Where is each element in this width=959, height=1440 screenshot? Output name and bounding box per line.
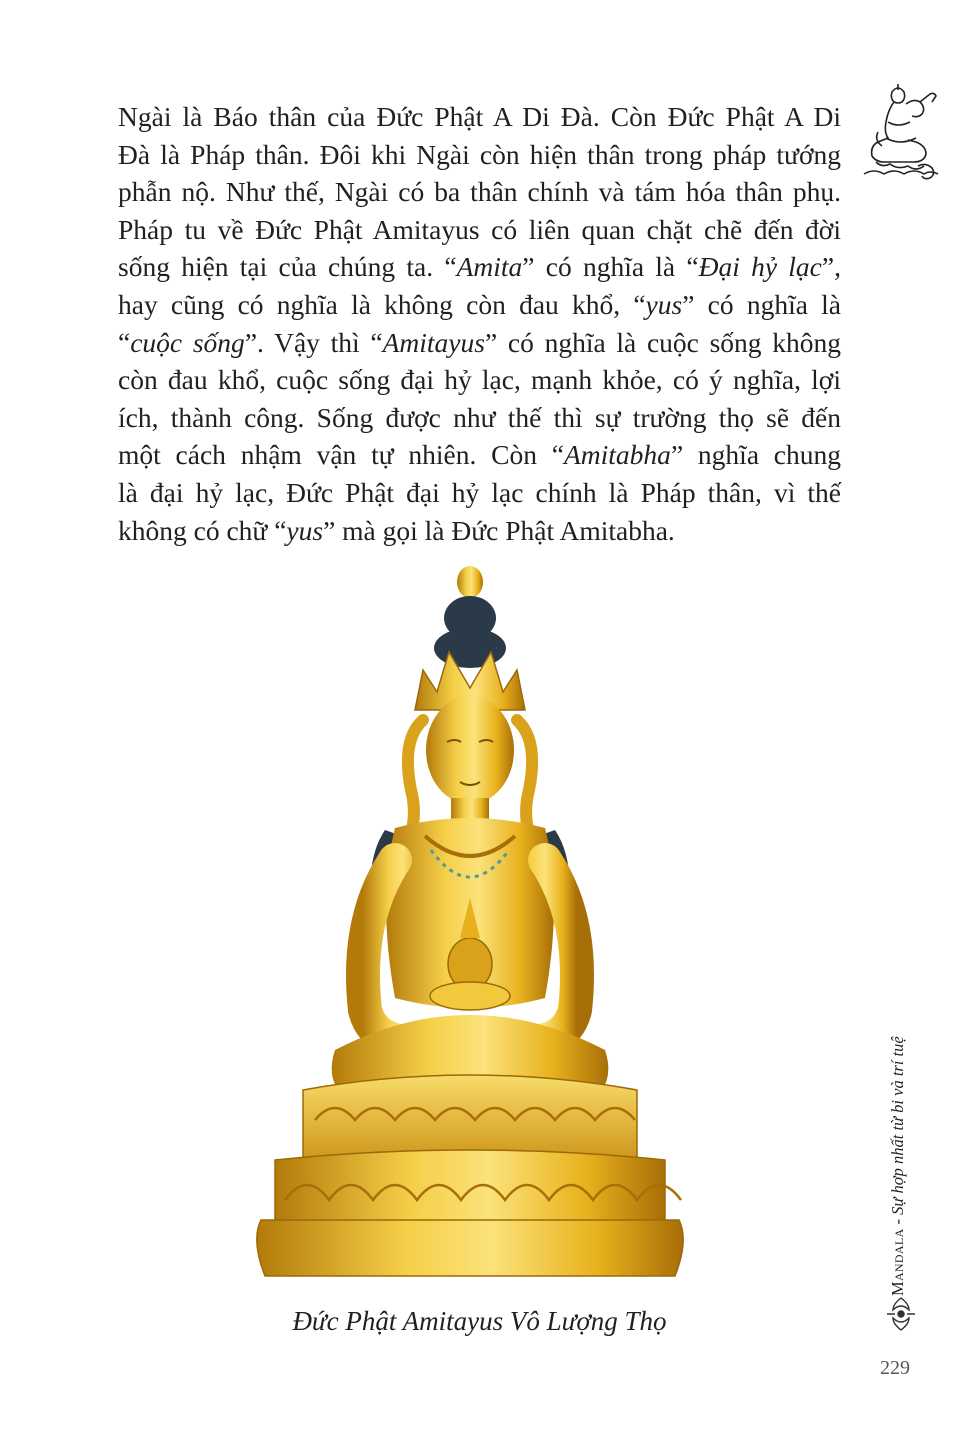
- amitayus-statue-image: [255, 560, 715, 1288]
- text-run: còn đau khổ, cuộc sống đại hỷ lạc, mạnh khỏe, có ý nghĩa, lợi: [118, 364, 841, 396]
- running-title: [880, 970, 920, 1300]
- caption-text: Đức Phật Amitayus Vô Lượng Thọ: [292, 1306, 667, 1336]
- text-run: ” mà gọi là Đức Phật Amitabha.: [323, 514, 675, 546]
- text-line: [118, 173, 841, 211]
- text-line: [118, 211, 841, 249]
- text-line: [118, 136, 841, 174]
- text-line: [118, 286, 841, 324]
- italic-term: yus: [645, 288, 683, 320]
- text-line: [118, 399, 841, 437]
- text-run: một cách nhậm vận tự nhiên. Còn “: [118, 439, 564, 471]
- italic-term: Đại hỷ lạc: [698, 251, 822, 283]
- text-run: hay cũng có nghĩa là không còn đau khổ, “: [118, 288, 646, 320]
- series-separator: -: [888, 1214, 907, 1229]
- text-run: Đà là Pháp thân. Đôi khi Ngài còn hiện thân trong pháp tướng: [118, 138, 841, 170]
- text-run: ” nghĩa chung: [670, 439, 842, 471]
- page-number: 229: [880, 1357, 910, 1379]
- text-run: ”. Vậy thì “: [244, 326, 383, 358]
- text-line: [118, 436, 841, 474]
- text-run: Pháp tu về Đức Phật Amitayus có liên quan chặt chẽ đến đời: [118, 213, 841, 245]
- text-run: ” có nghĩa là cuộc sống không: [484, 326, 841, 358]
- text-line: [118, 474, 841, 512]
- italic-term: yus: [286, 514, 324, 546]
- book-title: Sự hợp nhất từ bi và trí tuệ: [888, 1036, 907, 1215]
- text-run: ”,: [821, 251, 841, 283]
- text-run: ” có nghĩa là “: [522, 251, 699, 283]
- series-name: Mandala: [888, 1228, 907, 1296]
- text-run: không có chữ “: [118, 514, 287, 546]
- text-run: ” có nghĩa là: [682, 288, 841, 320]
- text-run: “: [118, 326, 131, 358]
- figure-caption: [0, 1306, 959, 1337]
- text-line: [118, 248, 841, 286]
- text-run: sống hiện tại của chúng ta. “: [118, 251, 457, 283]
- italic-term: Amitayus: [382, 326, 485, 358]
- italic-term: Amita: [456, 251, 523, 283]
- body-text: [118, 98, 841, 549]
- text-line: [118, 324, 841, 362]
- text-line: [118, 98, 841, 136]
- text-run: phẫn nộ. Như thế, Ngài có ba thân chính và tám hóa thân phụ.: [118, 176, 841, 208]
- italic-term: cuộc sống: [130, 326, 245, 358]
- deity-illustration-icon: [858, 82, 944, 186]
- text-line: [118, 512, 841, 550]
- text-run: Ngài là Báo thân của Đức Phật A Di Đà. Còn Đức Phật A Di: [118, 101, 841, 132]
- vajra-ornament-icon: [884, 1296, 918, 1332]
- text-run: là đại hỷ lạc, Đức Phật đại hỷ lạc chính là Pháp thân, vì thế: [118, 476, 841, 508]
- italic-term: Amitabha: [563, 439, 671, 471]
- text-run: ích, thành công. Sống được như thế thì sự trường thọ sẽ đến: [118, 401, 841, 433]
- text-line: [118, 361, 841, 399]
